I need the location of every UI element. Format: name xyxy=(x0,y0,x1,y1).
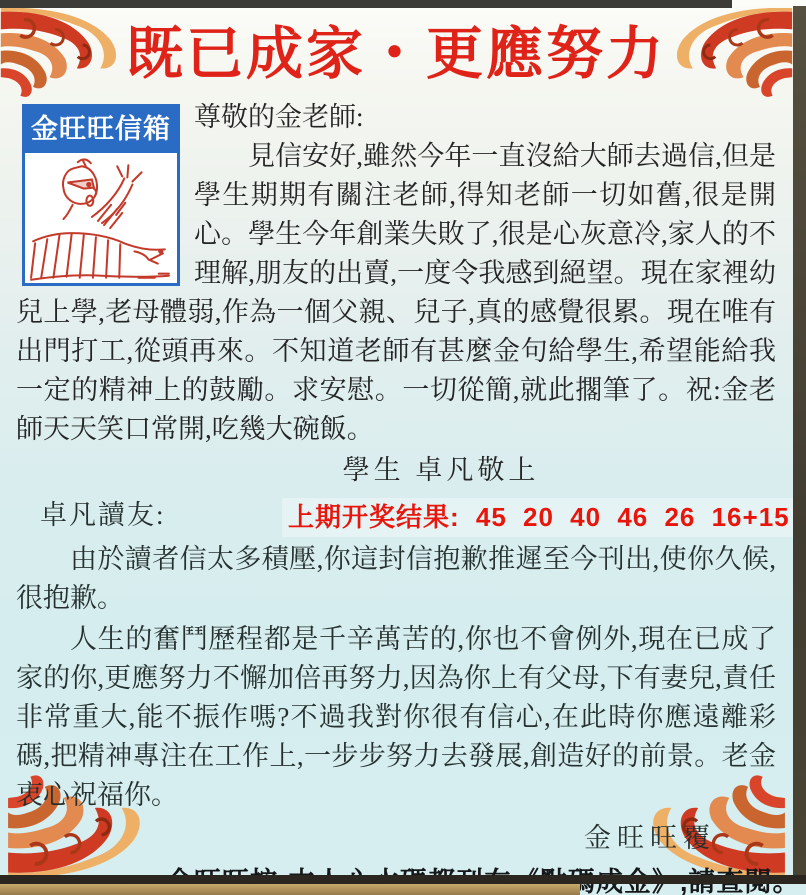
reply-paragraph: 由於讀者信太多積壓,你這封信抱歉推遲至今刊出,使你久候,很抱歉。 xyxy=(16,544,776,614)
lottery-results: 上期开奖结果: 45 20 40 46 26 16+15 xyxy=(282,498,796,537)
scan-edge-top xyxy=(0,0,732,8)
letter-salutation: 尊敬的金老師: xyxy=(194,102,364,133)
letter-signature: 學生 卓凡敬上 xyxy=(342,455,540,486)
mascot-illustration xyxy=(25,153,177,289)
reply-salutation: 卓凡讀友: xyxy=(40,500,166,531)
scan-edge-right xyxy=(793,6,806,884)
scan-edge-bottom xyxy=(0,875,806,884)
reader-letter xyxy=(16,98,776,490)
reply-paragraph: 人生的奮鬥歷程都是千辛萬苦的,你也不會例外,現在已成了家的你,更應努力不懈加倍再努力,因為你上有父母,下有妻兒,責任非常重大,能不振作嗎?不過我對你很有信心,在此時你應遠離彩碼,把精神專注在工作上,一步步努力去發展,創造好的前景。老金衷心祝福你。 xyxy=(16,624,776,811)
column-logo-title: 金旺旺信箱 xyxy=(25,107,177,153)
letter-body: 見信安好,雖然今年一直沒給大師去過信,但是學生期期有關注老師,得知老師一切如舊,很是開心。學生今年創業失敗了,很是心灰意冷,家人的不理解,朋友的出賣,一度令我感到絕望。現在家裡幼兒上學,老母體弱,作為一個父親、兒子,真的感覺很累。現在唯有出門打工,從頭再來。不知道老師有甚麼金句給學生,希望能給我一定的精神上的鼓勵。求安慰。一切從簡,就此擱筆了。祝:金老師天天笑口常開,吃幾大碗飯。 xyxy=(16,141,776,445)
page-title: 既已成家・更應努力 xyxy=(126,23,666,86)
column-logo xyxy=(22,104,180,286)
editor-reply xyxy=(16,496,790,858)
reply-header xyxy=(16,496,790,538)
reply-signature: 金旺旺覆 xyxy=(584,823,716,854)
scan-edge-strip xyxy=(0,884,580,895)
